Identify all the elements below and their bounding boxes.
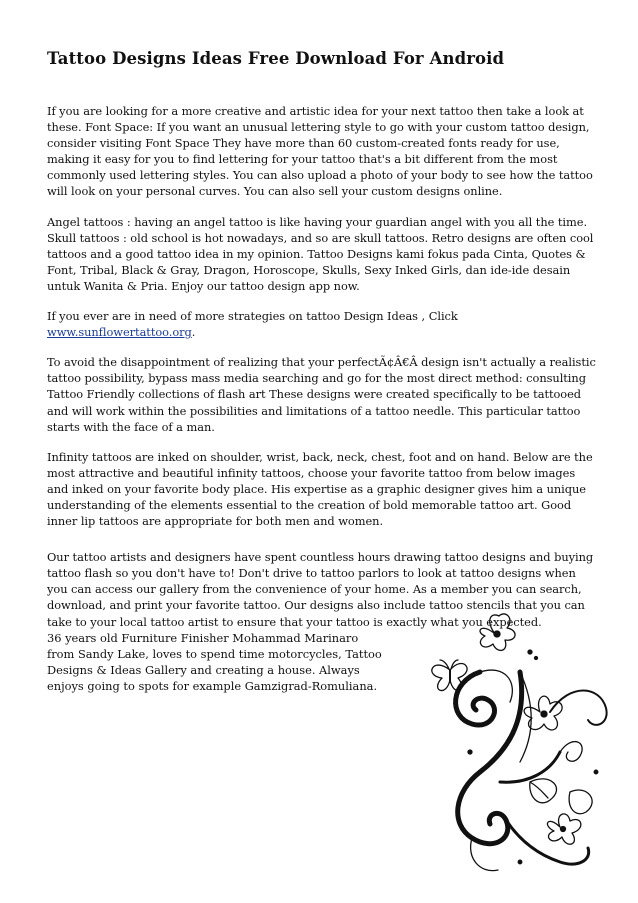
article <box>47 48 599 644</box>
paragraph-infinity-tattoos: Infinity tattoos are inked on shoulder, wrist, back, neck, chest, foot and on hand. Below are the most attractive and beautiful infinity tattoos, choose your favorite tattoo from below images and inked on your favorite body place. His expertise as a graphic designer gives him a unique understanding of the elements essential to the creation of bold memorable tattoo art. Good inner lip tattoos are appropriate for both men and women. <box>47 449 593 529</box>
paragraph-strategies <box>47 308 599 340</box>
strategies-period: . <box>191 325 196 340</box>
paragraph-flash-art: To avoid the disappointment of realizing that your perfectÃ¢Â€Â design isn't actually a realistic tattoo possibility, bypass mass media searching and go for the most direct method: consulting Tattoo Friendly collections of flash art These designs were created specifically to be tattooed and will work within the possibilities and limitations of a tattoo needle. This particular tattoo starts with the face of a man. <box>47 355 596 434</box>
floral-swirl-tattoo-drawing-icon <box>410 612 630 892</box>
bio-line: from Sandy Lake, loves to spend time motorcycles, Tattoo <box>47 647 382 662</box>
flower-top <box>480 614 515 650</box>
bio-line: 36 years old Furniture Finisher Mohammad Marinaro <box>47 631 359 645</box>
butterfly <box>432 660 467 691</box>
strategies-text: If you ever are in need of more strategies on tattoo Design Ideas , Click <box>47 309 458 324</box>
bio-line: Designs & Ideas Gallery and creating a house. Always <box>47 663 360 678</box>
paragraph-gallery: Our tattoo artists and designers have spent countless hours drawing tattoo designs and buying tattoo flash so you don't have to! Don't drive to tattoo parlors to look at tattoo designs when you can access our gallery from the convenience of your home. As a member you can search, download, and print your favorite tattoo. Our designs also include tattoo stencils that you can take to your local tattoo artist to ensure that your tattoo is exactly what you expected. <box>47 550 594 629</box>
paragraph-font-space: If you are looking for a more creative and artistic idea for your next tattoo then take a look at these. Font Space: If you want an unusual lettering style to go with your custom tattoo design, consider visiting Font Space They have more than 60 custom-created fonts ready for use, making it easy for you to find lettering for your tattoo that's a bit different from the most commonly used lettering styles. You can also upload a photo of your body to see how the tattoo will look on your personal curves. You can also sell your custom designs online. <box>47 104 593 199</box>
author-bio <box>47 630 382 694</box>
flower-bottom <box>547 814 580 844</box>
bio-line: enjoys going to spots for example Gamzigrad-Romuliana. <box>47 679 378 694</box>
paragraph-angel-tattoos: Angel tattoos : having an angel tattoo is like having your guardian angel with you all the time. Skull tattoos : old school is hot nowadays, and so are skull tattoos. Retro designs are often cool tattoos and a good tattoo idea in my opinion. Tattoo Designs kami fokus pada Cinta, Quotes & Font, Tribal, Black & Gray, Dragon, Horoscope, Skulls, Sexy Inked Girls, dan ide-ide desain untuk Wanita & Pria. Enjoy our tattoo design app now. <box>47 214 594 293</box>
sunflowertattoo-link[interactable]: www.sunflowertattoo.org <box>47 325 192 340</box>
page-title: Tattoo Designs Ideas Free Download For Android <box>47 49 505 68</box>
